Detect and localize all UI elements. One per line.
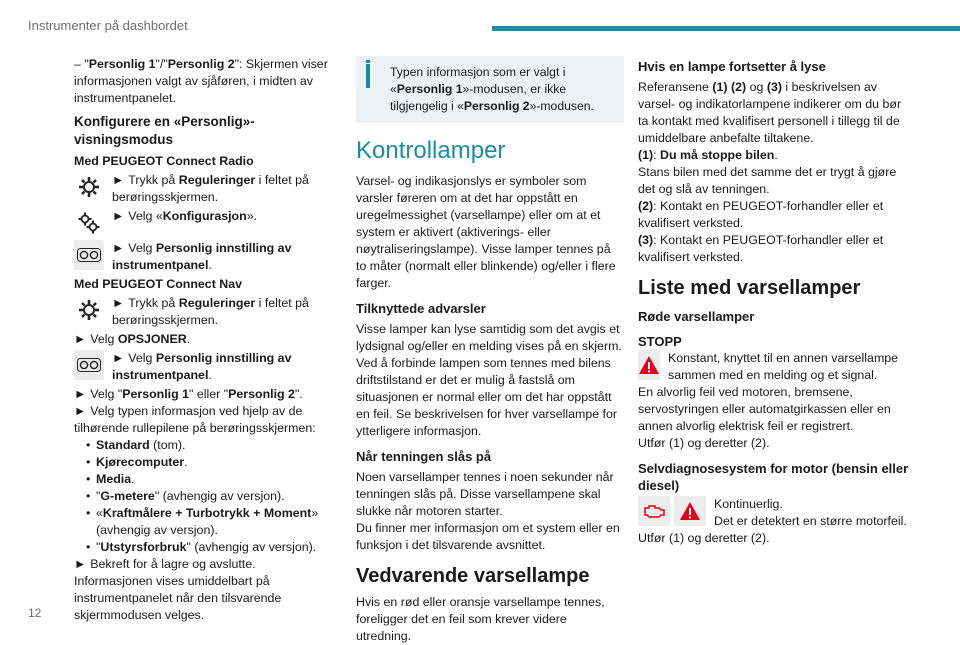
tenning-p2: Du finner mer informasjon om et system eller en funksjon i det tilsvarende avsnittet. [356, 521, 620, 552]
info-type-list [74, 437, 336, 556]
reference-2: (2): Kontakt en PEUGEOT-forhandler eller et kvalifisert verksted. [638, 199, 884, 230]
nav-step-2: ► Velg OPSJONER. [74, 332, 191, 346]
settings-gear-icon [74, 295, 104, 325]
tilknyttede-p2: Ved å forbinde lampen som tennes med bilens driftstilstand er det er mulig å fastslå om situasjonen er normal eller om det har oppstått en feil. Se beskrivelsen for hver varsellampe for ytterligere informasjon. [356, 356, 618, 438]
settings-gear-icon [74, 172, 104, 202]
reference-1-text: Stans bilen med det samme det er trygt å gjøre det og slå av tenningen. [638, 165, 897, 196]
confirm-step: ► Bekreft for å lagre og avslutte. [74, 557, 256, 571]
column-2 [356, 56, 624, 645]
nav-step-3: ► Velg Personlig innstilling av instrumentpanel. [74, 350, 336, 384]
configuration-gears-icon [74, 208, 104, 238]
list-item: • "Utstyrsforbruk" (avhengig av versjon). [96, 539, 336, 556]
heading-tilknyttede: Tilknyttede advarsler [356, 301, 486, 316]
radio-step-1: ► Trykk på Reguleringer i feltet på berøringsskjermen. [74, 172, 336, 206]
kontroll-paragraph: Varsel- og indikasjonslys er symboler som varsler føreren om at det har oppstått en uregelmessighet (varsellampe) eller om at et system er aktivert (aktiverings- eller nøytraliseringslampe). Visse lamper tennes på to måter (normalt eller blinkende) og/eller i flere farger. [356, 174, 616, 290]
reference-1: (1): Du må stoppe bilen. [638, 148, 778, 162]
config-heading: Konfigurere en «Personlig»-visningsmodus [74, 114, 255, 147]
page-number: 12 [28, 606, 42, 620]
list-item: • Media. [96, 471, 336, 488]
stopp-title: STOPP [638, 334, 682, 349]
list-item: • Kjørecomputer. [96, 454, 336, 471]
tenning-p1: Noen varsellamper tennes i noen sekunder når tenningen slås på. Disse varsellampene skal slukke når motoren starter. [356, 470, 614, 518]
header-accent-bar [492, 26, 960, 31]
nav-step-1: ► Trykk på Reguleringer i feltet på berøringsskjermen. [74, 295, 336, 329]
stopp-p3: Utfør (1) og deretter (2). [638, 436, 770, 450]
choose-info-step: ► Velg typen informasjon ved hjelp av de tilhørende rullepilene på berøringsskjermen: [74, 404, 316, 435]
closing-paragraph: Informasjonen vises umiddelbart på instrumentpanelet når den tilsvarende skjermmodusen velges. [74, 574, 282, 622]
radio-step-2: ► Velg «Konfigurasjon». [74, 208, 336, 238]
vedvarende-paragraph: Hvis en rød eller oransje varsellampe tennes, foreligger det en feil som krever videre utredning. [356, 595, 605, 643]
stopp-row: Konstant, knyttet til en annen varsellampe sammen med en melding og et signal. [638, 350, 914, 384]
list-item: • «Kraftmålere + Turbotrykk + Moment» (avhengig av versjon). [96, 505, 336, 539]
heading-vedvarende: Vedvarende varsellampe [356, 565, 590, 587]
intro-paragraph: – "Personlig 1"/"Personlig 2": Skjermen viser informasjonen valgt av sjåføren, i midten av instrumentpanelet. [74, 57, 328, 105]
heading-liste: Liste med varsellamper [638, 277, 861, 299]
info-box: Typen informasjon som er valgt i «Personlig 1»-modusen, er ikke tilgjengelig i «Personlig 2»-modusen. [356, 56, 624, 123]
engine-warning-icon [638, 496, 670, 526]
column-3 [638, 56, 914, 547]
heading-tenning: Når tenningen slås på [356, 449, 492, 464]
instrument-panel-icon [74, 240, 104, 270]
running-header: Instrumenter på dashbordet [28, 18, 188, 33]
heading-fortsetter: Hvis en lampe fortsetter å lyse [638, 59, 826, 74]
warning-triangle-icon [674, 496, 706, 526]
references-paragraph: Referansene (1) (2) og (3) i beskrivelsen av varsel- og indikatorlampene indikerer om du bør ta kontakt med kvalifisert personell i tillegg til de umiddelbare anbefalte tiltakene. [638, 80, 902, 145]
list-item: • Standard (tom). [96, 437, 336, 454]
section-title-kontrollamper: Kontrollamper [356, 137, 506, 164]
nav-title: Med PEUGEOT Connect Nav [74, 277, 242, 291]
radio-title: Med PEUGEOT Connect Radio [74, 154, 254, 168]
stopp-p2: En alvorlig feil ved motoren, bremsene, servostyringen eller automatgirkassen eller en annen alvorlig elektrisk feil er registrert. [638, 385, 891, 433]
list-item: • "G-metere" (avhengig av versjon). [96, 488, 336, 505]
stop-warning-triangle-icon [638, 350, 660, 380]
tilknyttede-p1: Visse lamper kan lyse samtidig som det avgis et lydsignal og/eller en melding vises på en skjerm. [356, 322, 622, 353]
selvdiag-title: Selvdiagnosesystem for motor (bensin eller diesel) [638, 461, 909, 493]
select-mode-step: ► Velg "Personlig 1" eller "Personlig 2". [74, 387, 303, 401]
instrument-panel-icon [74, 350, 104, 380]
reference-3: (3): Kontakt en PEUGEOT-forhandler eller et kvalifisert verksted. [638, 233, 884, 264]
column-1 [74, 56, 336, 624]
selvdiag-p3: Utfør (1) og deretter (2). [638, 531, 770, 545]
info-icon [366, 60, 370, 63]
radio-step-3: ► Velg Personlig innstilling av instrumentpanel. [74, 240, 336, 274]
heading-rode: Røde varsellamper [638, 309, 755, 324]
selvdiag-row: Kontinuerlig. Det er detektert en større motorfeil. [638, 496, 914, 530]
